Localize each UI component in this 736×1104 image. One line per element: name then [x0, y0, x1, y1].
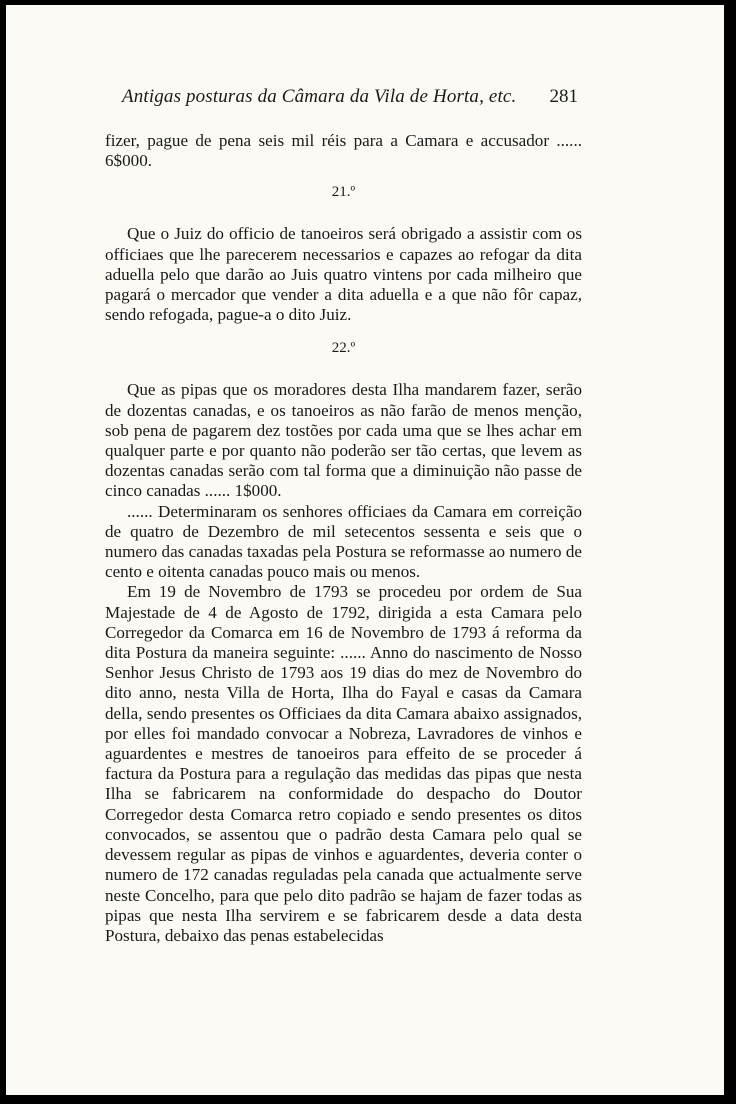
paragraph-article-22: Que as pipas que os moradores desta Ilha mandarem fazer, serão de dozentas canadas, e os tanoeiros as não farão de menos menção, sob pena de pagarem dez tostões por cada uma que se lhes achar em qualquer parte e por quanto não poderão ser tão certas, que levem as dozentas canadas serão com tal forma que a diminuição não passe de cinco canadas ...... 1$000.: [105, 380, 582, 501]
body-text: [105, 131, 582, 946]
paragraph-determination: ...... Determinaram os senhores officiaes da Camara em correição de quatro de Dezembro de mil setecentos sessenta e seis que o numero das canadas taxadas pela Postura se reformasse ao numero de cento e oitenta canadas pouco mais ou menos.: [105, 501, 582, 582]
page-number: 281: [549, 86, 578, 107]
paragraph-article-21: Que o Juiz do officio de tanoeiros será obrigado a assistir com os officiaes que lhe parecerem necessarios e capazes ao refogar da dita aduella pelo que darão ao Juis quatro vintens por cada milheiro que pagará o mercador que vender a dita aduella e a que não fôr capaz, sendo refogada, pague-a o dito Juiz.: [105, 224, 582, 325]
article-number-22: 22.º: [331, 340, 356, 357]
running-title: Antigas posturas da Câmara da Vila de Horta, etc.: [122, 86, 517, 107]
article-number-21: 21.º: [331, 184, 356, 201]
paragraph-reform: Em 19 de Novembro de 1793 se procedeu por ordem de Sua Majestade de 4 de Agosto de 1792, dirigida a esta Camara pelo Corregedor da Comarca em 16 de Novembro de 1793 á reforma da dita Postura da maneira seguinte: ...... Anno do nascimento de Nosso Senhor Jesus Christo de 1793 aos 19 dias do mez de Novembro do dito anno, nesta Villa de Horta, Ilha do Fayal e casas da Camara della, sendo presentes os Officiaes da dita Camara abaixo assignados, por elles foi mandado convocar a Nobreza, Lavradores de vinhos e aguardentes e mestres de tanoeiros para effeito de se proceder á factura da Postura para a regulação das medidas das pipas que nesta Ilha se fabricarem na conformidade do despacho do Doutor Corregedor desta Comarca retro copiado e sendo presentes os ditos convocados, se assentou que o padrão desta Camara pelo qual se devessem regular as pipas de vinhos e aguardentes, deveria conter o numero de 172 canadas reguladas pela canada que actualmente serve neste Concelho, para que pelo dito padrão se hajam de fazer todas as pipas que nesta Ilha servirem e se fabricarem desde a data desta Postura, debaixo das penas estabelecidas: [105, 582, 582, 945]
paragraph-continuation: fizer, pague de pena seis mil réis para a Camara e accusador ...... 6$000.: [105, 131, 582, 171]
document-page: [6, 5, 724, 1095]
running-header: [122, 85, 578, 109]
